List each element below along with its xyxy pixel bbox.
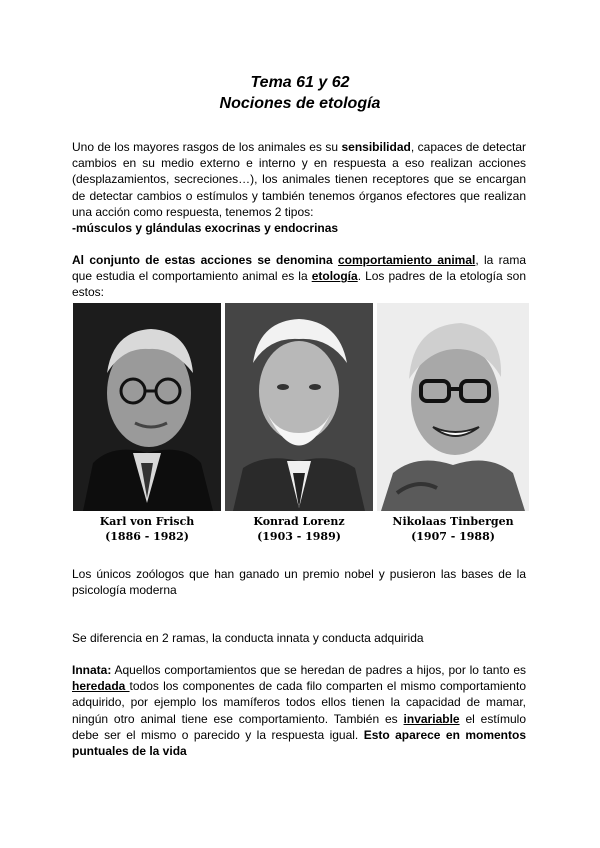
caption-karl-von-frisch bbox=[73, 514, 221, 544]
innata-bold-end: Esto aparece en momentos puntuales de la vida bbox=[72, 727, 526, 759]
term-invariable: invariable bbox=[403, 711, 460, 726]
ethologists-photo-strip bbox=[73, 303, 529, 547]
caption-nikolaas-tinbergen bbox=[377, 514, 529, 544]
behaviour-text-3: . Los padres de la etología son estos: bbox=[72, 269, 527, 300]
innata-text-3: el estímulo debe ser el mismo o parecido y la respuesta igual. bbox=[72, 711, 526, 742]
term-etologia: etología bbox=[311, 269, 358, 284]
title-line-1: Tema 61 y 62 bbox=[250, 74, 350, 91]
innata-text-2: todos los componentes de cada filo comparten el mismo comportamiento adquirido, por ejemplo los mamíferos todos ellos tienen la capacidad de mamar, ningún otro animal tiene ese comportamiento. También es bbox=[72, 679, 526, 726]
caption-name: Nikolaas Tinbergen bbox=[392, 515, 514, 528]
caption-years: (1907 - 1988) bbox=[411, 530, 495, 543]
caption-name: Konrad Lorenz bbox=[253, 515, 345, 528]
intro-text-1: Uno de los mayores rasgos de los animales es su bbox=[72, 140, 342, 154]
branches-paragraph: Se diferencia en 2 ramas, la conducta innata y conducta adquirida bbox=[72, 631, 424, 645]
intro-text-2: , capaces de detectar cambios en su medio externo e interno y en respuesta a eso realizan acciones (desplazamientos, secreciones…), los animales tienen receptores que se encargan de detectar cambios o estímulos y también tenemos órganos efectores que realizan una acción como respuesta, tenemos 2 tipos: bbox=[72, 140, 526, 219]
page-title: Nociones de etología bbox=[219, 95, 381, 112]
innata-text-1: Aquellos comportamientos que se heredan de padres a hijos, por lo tanto es bbox=[111, 663, 526, 677]
types-line: -músculos y glándulas exocrinas y endocrinas bbox=[72, 221, 339, 235]
caption-years: (1886 - 1982) bbox=[105, 530, 189, 543]
innata-label: Innata: bbox=[72, 663, 112, 677]
behaviour-lead: Al conjunto de estas acciones se denomina bbox=[72, 253, 338, 267]
nobel-paragraph: Los únicos zoólogos que han ganado un premio nobel y pusieron las bases de la psicología moderna bbox=[72, 567, 526, 598]
term-sensibilidad: sensibilidad bbox=[341, 140, 411, 154]
portrait-nikolaas-tinbergen bbox=[377, 303, 529, 511]
caption-konrad-lorenz bbox=[225, 514, 373, 544]
innata-paragraph bbox=[72, 662, 526, 759]
behaviour-paragraph bbox=[72, 252, 526, 301]
caption-years: (1903 - 1989) bbox=[257, 530, 341, 543]
caption-name: Karl von Frisch bbox=[99, 515, 195, 528]
term-comportamiento-animal: comportamiento animal bbox=[337, 253, 476, 267]
behaviour-text-2: , la rama que estudia el comportamiento animal es la bbox=[72, 253, 527, 284]
portrait-karl-von-frisch bbox=[73, 303, 221, 511]
term-heredada: heredada bbox=[72, 679, 130, 694]
portrait-konrad-lorenz bbox=[225, 303, 373, 511]
intro-paragraph bbox=[72, 139, 526, 220]
